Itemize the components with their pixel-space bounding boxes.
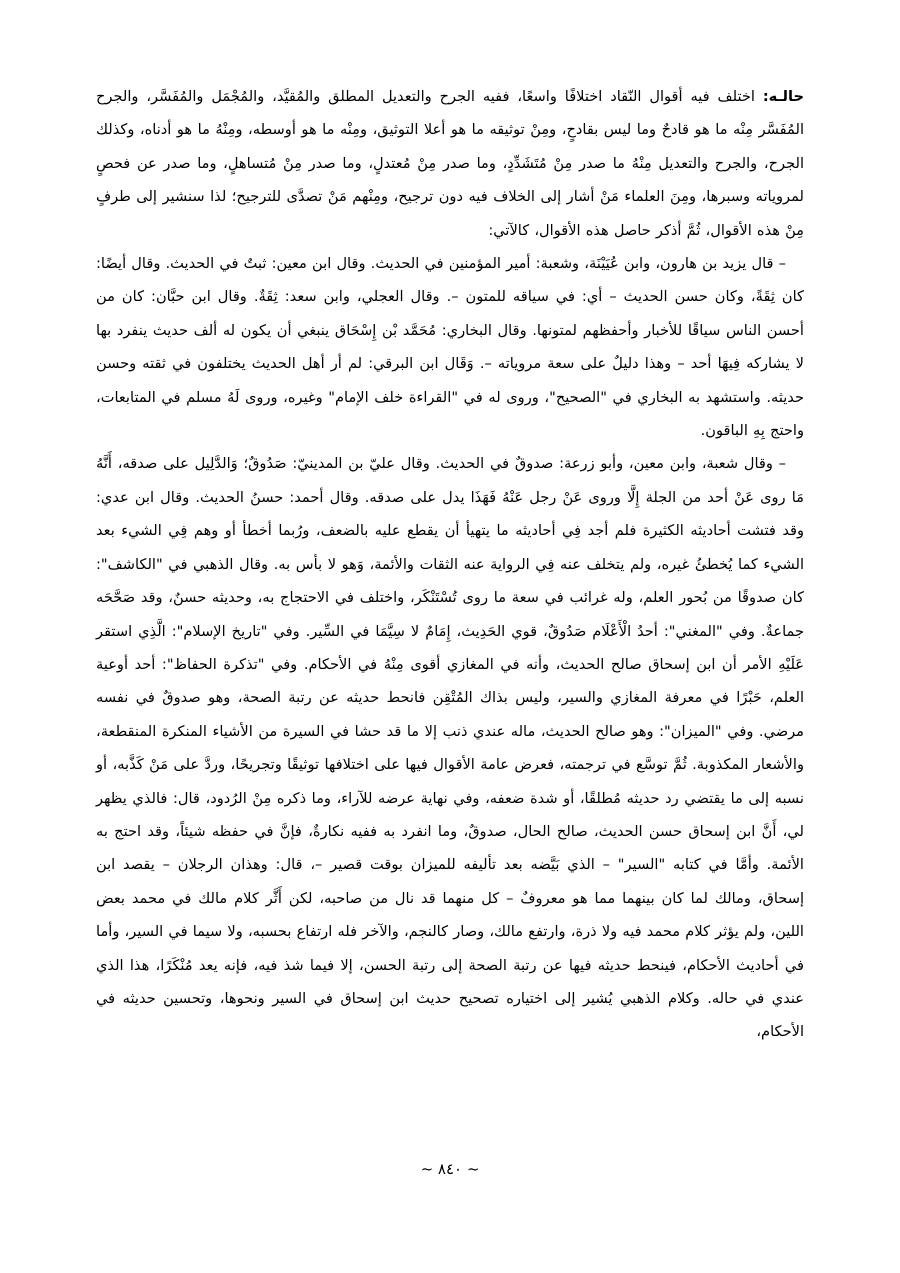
paragraph-status bbox=[96, 80, 804, 247]
paragraph-text: اختلف فيه أقوال النّقاد اختلافًا واسعًا، ففيه الجرح والتعديل المطلق والمُقيَّد، والمُجْمَل والمُفَسَّر، والجرح المُفَسَّر مِنْه ما هو قادحٌ وما ليس بقادحٍ، ومِنْ توثيقه ما هو أعلا التوثيق، ومِنْه ما هو أوسطه، ومِنْهُ ما هو أدناه، وكذلك الجرح، والجرح والتعديل مِنْهُ ما صدر مِنْ مُتَشَدِّدٍ، وما صدر مِنْ مُعتدلٍ، وما صدر مِنْ مُتساهلٍ، وما صدر عن فحصٍ لمروياته وسبرها، ومِنَ العلماء مَنْ أشار إلى الخلاف فيه دون ترجيح، ومِنْهم مَنْ تصدَّى للترجيح؛ لذا سنشير إلى طرفٍ مِنْ هذه الأقوال، ثُمَّ أذكر حاصل هذه الأقوال، كالآتي: bbox=[96, 88, 804, 239]
paragraph-praise bbox=[96, 247, 804, 447]
page-number: ~ ٨٤٠ ~ bbox=[420, 1160, 480, 1178]
paragraph-text: – وقال شعبة، وابن معين، وأبو زرعة: صدوقٌ في الحديث. وقال عليّ بن المدينيّ: صَدُوقٌ؛ وَالدَّلِيل على صدقه، أَنَّهُ مَا روى عَنْ أحد من الجلة إِلَّا وروى عَنْ رجل عَنْهُ فَهَذَا يدل على صدقه. وقال أحمد: حسنُ الحديث. وقال ابن عدي: وقد فتشت أحاديثه الكثيرة فلم أجد فِي أحاديثه ما يتهيأ أن يقطع عليه بالضعف، ورُبما أخطأ أو وهم فِي الشيء بعد الشيء كما يُخطئُ غيره، ولم يتخلف عنه فِي الرواية عنه الثقات والأئمة، وَهو لا بأس به. وقال الذهبي في "الكاشف": كان صدوقًا من بُحور العلم، وله غرائب في سعة ما روى تُسْتَنْكَر، واختلف في الاحتجاج به، وحديثه حسنٌ، وقد صَحَّحَه جماعةٌ. وفي "المغني": أحدُ الْأَعْلَام صَدُوقٌ، قوي الحَدِيث، إِمَامٌ لا سِيَّمَا في السِّير. وفي "تاريخ الإسلام": الَّذِي استقر عَلَيْهِ الأمر أن ابن إسحاق صالح الحديث، وأنه في المغازي أقوى مِنْهُ في الأحكام. وفي "تذكرة الحفاظ": أحد أوعية العلم، حَبْرًا في معرفة المغازي والسير، وليس بذاك المُتْقِن فانحط حديثه عن رتبة الصحة، وهو صدوقٌ في نفسه مرضي. وفي "الميزان": وهو صالح الحديث، ماله عندي ذنب إلا ما قد حشا في السيرة من الأشياء المنكرة المنقطعة، والأشعار المكذوبة. ثُمَّ توسَّع في ترجمته، فعرض عامة الأقوال فيها على اختلافها توثيقًا وتجريحًا، وردَّ على مَنْ كَذَّبه، أو نسبه إلى ما يقتضي رد حديثه مُطلقًا، أو شدة ضعفه، وفي نهاية عرضه للآراء، وما ذكره مِنْ الرُدود، قال: فالذي يظهر لي، أَنَّ ابن إسحاق حسن الحديث، صالح الحال، صدوقٌ، وما انفرد به ففيه نكارةٌ، فإنَّ في حفظه شيئاً، وقد احتج به الأئمة. وأمَّا في كتابه "السير" – الذي بَيَّضه بعد تأليفه للميزان بوقت قصير –، قال: وهذان الرجلان – يقصد ابن إسحاق، ومالك لما كان بينهما مما هو معروفٌ – كل منهما قد نال من صاحبه، لكن أَثَّر كلام مالك في محمد بعض اللين، ولم يؤثر كلام محمد فيه ولا ذرة، وارتفع مالك، وصار كالنجم، والآخر فله ارتفاع بحسبه، ولا سيما في السير، وأما في أحاديث الأحكام، فينحط حديثه فيها عن رتبة الصحة إلى رتبة الحسن، إلا فيما شذ فيه، فإنه يعد مُنْكَرًا، هذا الذي عندي في حاله. وكلام الذهبي يُشير إلى اختياره تصحيح حديث ابن إسحاق في السير ونحوها، وتحسين حديثه في الأحكام، bbox=[96, 455, 804, 1041]
paragraph-lead-heading: حالـه: bbox=[762, 88, 804, 105]
document-page bbox=[96, 80, 804, 1260]
paragraph-reliability bbox=[96, 447, 804, 1048]
paragraph-text: – قال يزيد بن هارون، وابن عُيَيْنَة، وشعبة: أمير المؤمنين في الحديث. وقال ابن معين: ثبتٌ في الحديث. وقال أيضًا: كان ثِقَةً، وكان حسن الحديث – أي: في سياقه للمتون –. وقال العجلي، وابن سعد: ثِقَةٌ. وقال ابن حبَّان: كان من أحسن الناس سياقًا للأخبار وأحفظهم لمتونها. وقال البخاري: مُحَمَّد بْن إِسْحَاق ينبغي أن يكون له ألف حديث ينفرد بها لا يشاركه فِيهَا أحد – وهذا دليلٌ على سعة مروياته –. وَقَال ابن البرقي: لم أر أهل الحديث يختلفون في ثقته وحسن حديثه. واستشهد به البخاري في "الصحيح"، وروى له في "القراءة خلف الإمام" وغيره، وروى لَهُ مسلم في المتابعات، واحتج بِهِ الباقون. bbox=[96, 255, 804, 440]
